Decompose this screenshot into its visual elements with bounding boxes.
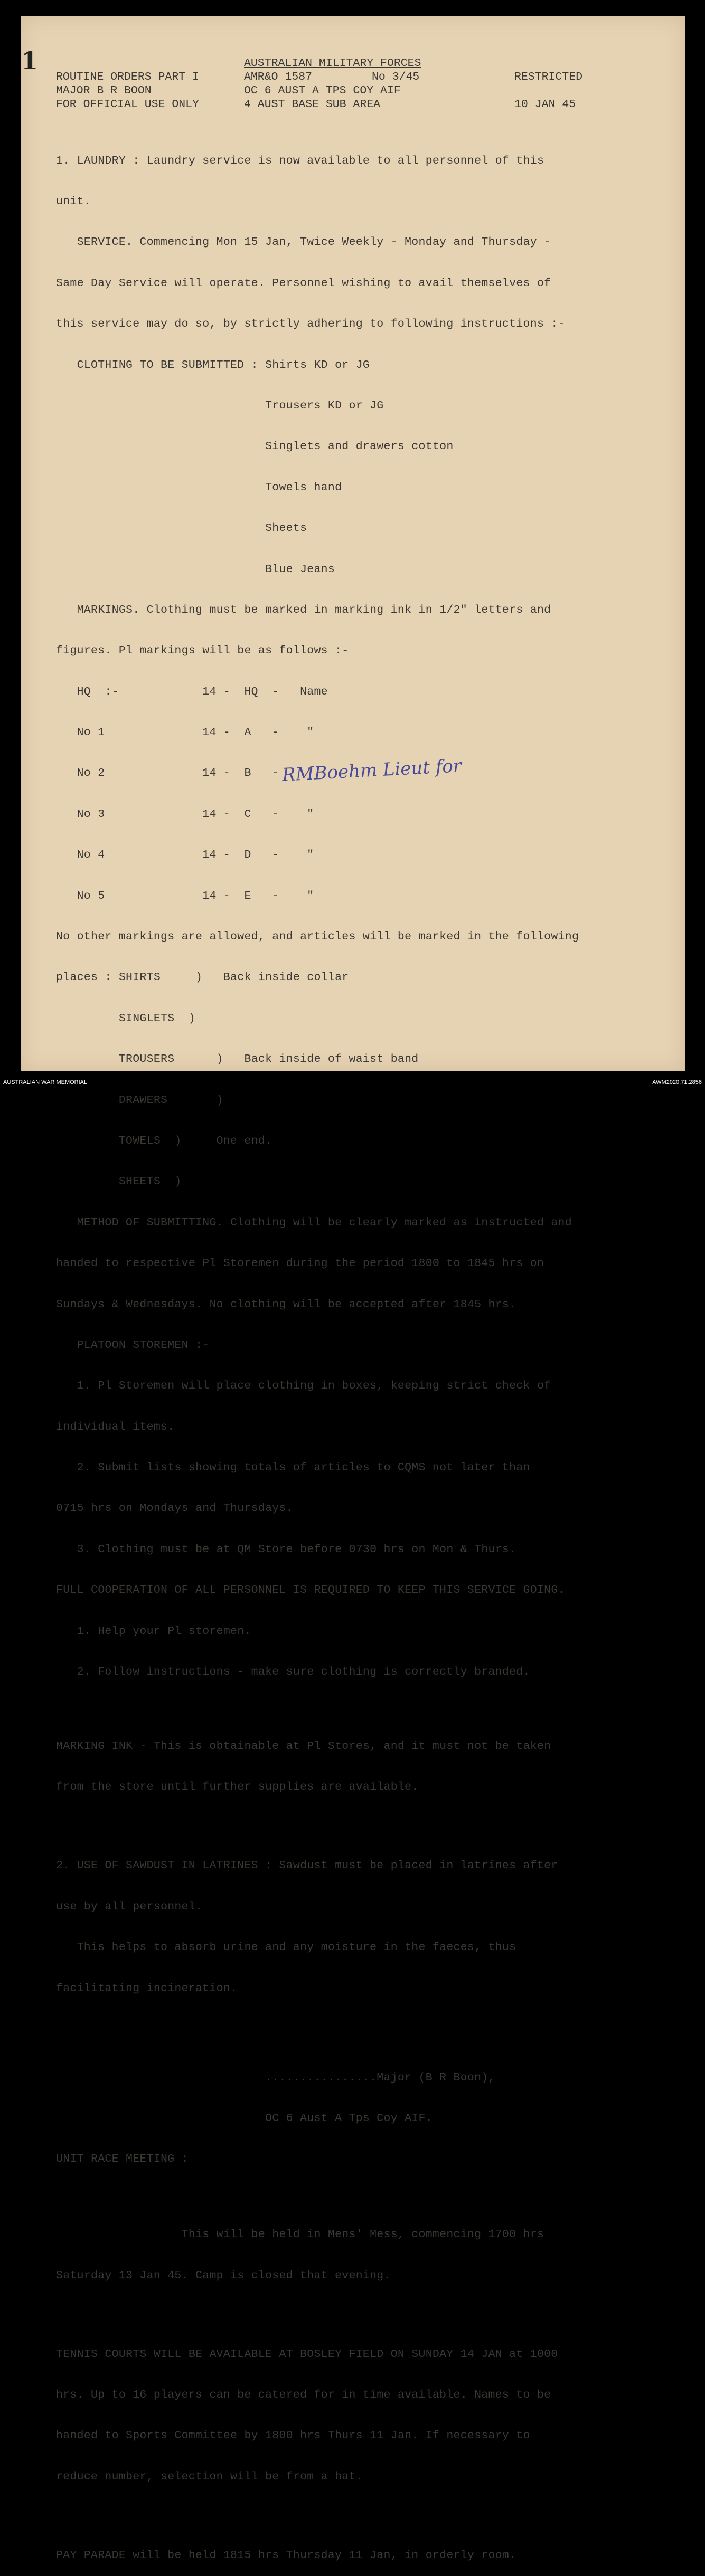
body-line: TROUSERS ) Back inside of waist band (56, 1053, 419, 1066)
order-number: No 3/45 (372, 71, 420, 83)
body-line: SERVICE. Commencing Mon 15 Jan, Twice Weekly - Monday and Thursday - (56, 236, 551, 249)
body-line: 2. Follow instructions - make sure clothing is correctly branded. (56, 1666, 530, 1679)
body-line: HQ :- 14 - HQ - Name (56, 685, 328, 698)
spacer (56, 2310, 663, 2321)
body-line: 1. Pl Storemen will place clothing in boxes, keeping strict check of (56, 1380, 551, 1393)
spacer (56, 2194, 663, 2201)
body-line: DRAWERS ) (56, 1094, 223, 1107)
body-line: No other markings are allowed, and articles will be marked in the following (56, 930, 579, 944)
body-line: facilitating incineration. (56, 1982, 238, 1995)
body-line: handed to respective Pl Storemen during the period 1800 to 1845 hrs on (56, 1257, 544, 1270)
body-line: Sheets (56, 522, 307, 535)
header-center-3: 4 AUST BASE SUB AREA (244, 98, 381, 111)
body-line: This will be held in Mens' Mess, commencing 1700 hrs (56, 2228, 544, 2241)
handwritten-mark: 1 (21, 46, 39, 75)
body-line: TENNIS COURTS WILL BE AVAILABLE AT BOSLEY FIELD ON SUNDAY 14 JAN at 1000 (56, 2347, 558, 2361)
body-line: UNIT RACE MEETING : (56, 2153, 189, 2166)
body-line: places : SHIRTS ) Back inside collar (56, 971, 349, 984)
header-left-2: MAJOR B R BOON (56, 84, 152, 97)
body-line: CLOTHING TO BE SUBMITTED : Shirts KD or JG (56, 358, 370, 372)
body-line: SINGLETS ) (56, 1012, 196, 1025)
classification: RESTRICTED (514, 71, 583, 83)
body-line: No 1 14 - A - " (56, 726, 314, 739)
body-line: from the store until further supplies are available. (56, 1781, 419, 1794)
body-line: Trousers KD or JG (56, 399, 384, 412)
body-line: No 5 14 - E - " (56, 889, 314, 902)
body-line: TOWELS ) One end. (56, 1134, 272, 1147)
body-line: FULL COOPERATION OF ALL PERSONNEL IS REQUIRED TO KEEP THIS SERVICE GOING. (56, 1584, 565, 1597)
body-line: 0715 hrs on Mondays and Thursdays. (56, 1502, 293, 1515)
body-line: This helps to absorb urine and any moisture in the faeces, thus (56, 1941, 516, 1954)
body-line: this service may do so, by strictly adhering to following instructions :- (56, 318, 565, 331)
signature-title: OC 6 Aust A Tps Coy AIF. (56, 2112, 433, 2125)
body-line: 2. USE OF SAWDUST IN LATRINES : Sawdust must be placed in latrines after (56, 1859, 558, 1872)
body-line: PAY PARADE will be held 1815 hrs Thursday 11 Jan, in orderly room. (56, 2549, 516, 2562)
body-line: No 3 14 - C - " (56, 807, 314, 821)
body-line: 1. LAUNDRY : Laundry service is now available to all personnel of this (56, 154, 544, 167)
body-line: Sundays & Wednesdays. No clothing will be accepted after 1845 hrs. (56, 1298, 516, 1311)
body-line: unit. (56, 195, 91, 208)
body-line: use by all personnel. (56, 1900, 203, 1913)
body-line: handed to Sports Committee by 1800 hrs Thurs 11 Jan. If necessary to (56, 2429, 530, 2442)
body-line: reduce number, selection will be from a hat. (56, 2470, 363, 2483)
body-line: No 4 14 - D - " (56, 849, 314, 862)
signature-line: ................Major (B R Boon), (56, 2071, 495, 2084)
body-line: No 2 14 - B - " (56, 767, 314, 780)
body-line: 3. Clothing must be at QM Store before 0730 hrs on Mon & Thurs. (56, 1543, 516, 1556)
org-heading: AUSTRALIAN MILITARY FORCES (244, 57, 421, 70)
body-line: hrs. Up to 16 players can be catered for in time available. Names to be (56, 2389, 551, 2402)
footer-institution: AUSTRALIAN WAR MEMORIAL (3, 1079, 88, 1086)
footer-accession: AWM2020.71.2856 (652, 1079, 702, 1086)
body-line: Same Day Service will operate. Personnel wishing to avail themselves of (56, 277, 551, 290)
body-line: figures. Pl markings will be as follows :- (56, 644, 349, 658)
header-center-1: AMR&O 1587 (244, 71, 313, 83)
header-left-1: ROUTINE ORDERS PART I (56, 71, 199, 83)
header-center-2: OC 6 AUST A TPS COY AIF (244, 84, 401, 97)
spacer (56, 2511, 663, 2522)
body-line: PLATOON STOREMEN :- (56, 1338, 210, 1352)
order-date: 10 JAN 45 (514, 98, 576, 111)
header-left-3: FOR OFFICIAL USE ONLY (56, 98, 199, 111)
body-line: individual items. (56, 1420, 175, 1433)
body-line: MARKING INK - This is obtainable at Pl Stores, and it must not be taken (56, 1740, 551, 1753)
body-line: Blue Jeans (56, 563, 335, 576)
body-line: 1. Help your Pl storemen. (56, 1624, 251, 1638)
spacer (56, 1706, 663, 1713)
body-line: Saturday 13 Jan 45. Camp is closed that evening. (56, 2269, 391, 2282)
body-line: Singlets and drawers cotton (56, 440, 454, 453)
spacer (56, 1822, 663, 1832)
body-line: Towels hand (56, 481, 342, 494)
body-line: METHOD OF SUBMITTING. Clothing will be clearly marked as instructed and (56, 1216, 572, 1229)
body-line: 2. Submit lists showing totals of articles to CQMS not later than (56, 1461, 530, 1475)
handwritten-signature: RMBoehm Lieut for (281, 755, 463, 786)
order-body (56, 127, 663, 2576)
spacer (56, 2023, 663, 2044)
body-line: MARKINGS. Clothing must be marked in marking ink in 1/2" letters and (56, 603, 551, 616)
body-line: SHEETS ) (56, 1175, 182, 1189)
